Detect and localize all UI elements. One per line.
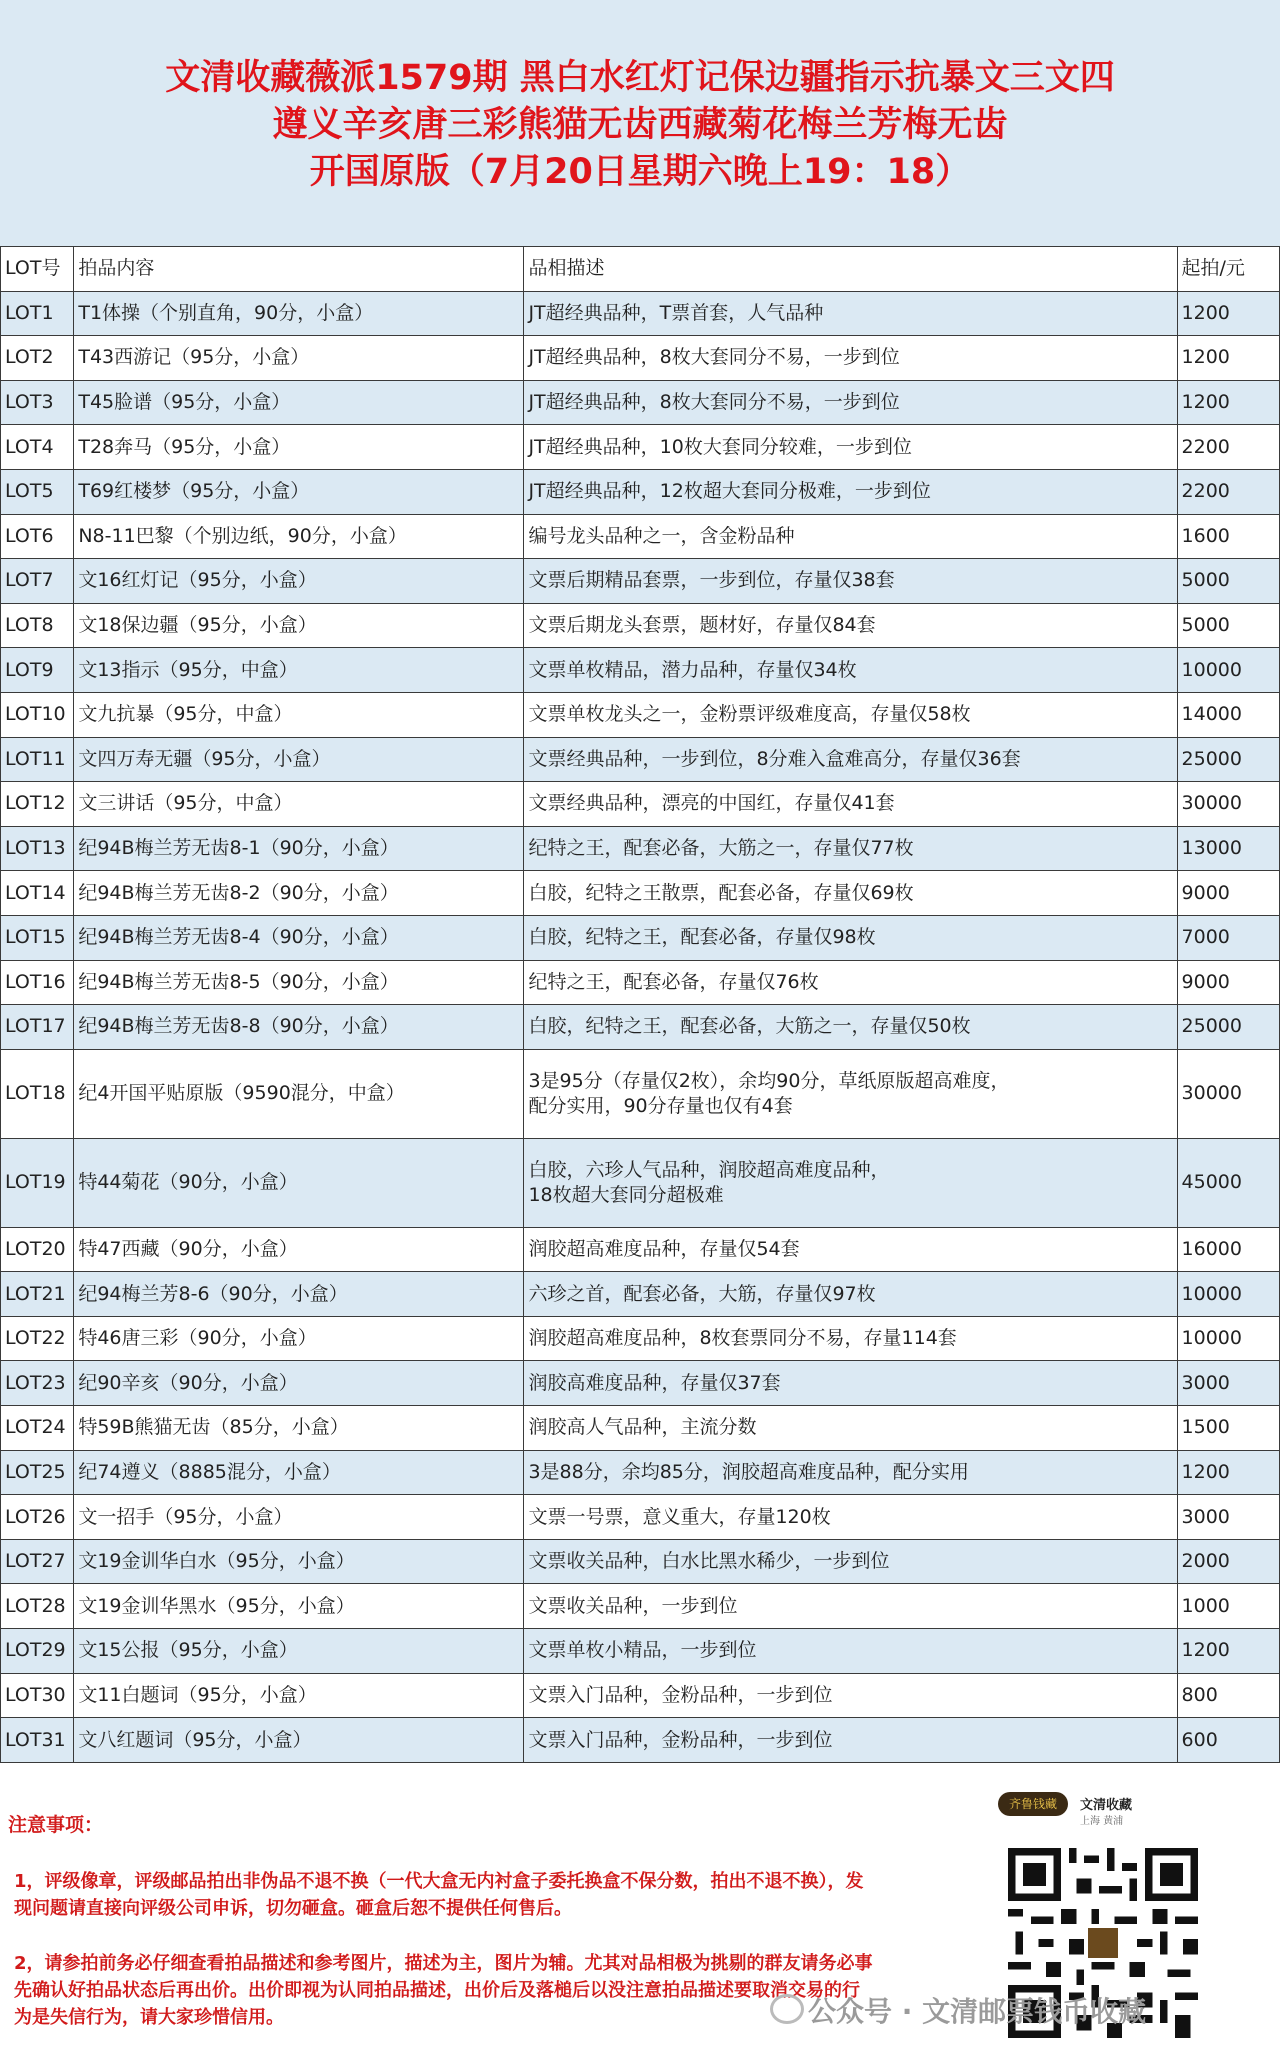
item-cell: 文19金训华黑水（95分，小盒） xyxy=(74,1584,524,1629)
description-cell: 文票入门品种，金粉品种，一步到位 xyxy=(524,1718,1177,1763)
lot-number-cell: LOT3 xyxy=(1,380,74,425)
table-row xyxy=(1,336,1280,381)
item-cell: 纪74遵义（8885混分，小盒） xyxy=(74,1450,524,1495)
item-cell: 文一招手（95分，小盒） xyxy=(74,1495,524,1540)
item-cell: 特59B熊猫无齿（85分，小盒） xyxy=(74,1406,524,1451)
lot-number-cell: LOT29 xyxy=(1,1629,74,1674)
start-price-cell: 7000 xyxy=(1177,915,1279,960)
lot-number-cell: LOT9 xyxy=(1,648,74,693)
lot-number-cell: LOT2 xyxy=(1,336,74,381)
item-cell: 纪94梅兰芳8-6（90分，小盒） xyxy=(74,1272,524,1317)
item-cell: N8-11巴黎（个别边纸，90分，小盒） xyxy=(74,514,524,559)
table-row xyxy=(1,1450,1280,1495)
brand-logo: 齐鲁钱藏 xyxy=(998,1792,1068,1816)
lot-number-cell: LOT1 xyxy=(1,291,74,336)
item-cell: 文四万寿无疆（95分，小盒） xyxy=(74,737,524,782)
start-price-cell: 9000 xyxy=(1177,960,1279,1005)
lot-number-cell: LOT24 xyxy=(1,1406,74,1451)
item-cell: T43西游记（95分，小盒） xyxy=(74,336,524,381)
start-price-cell: 600 xyxy=(1177,1718,1279,1763)
lot-number-cell: LOT8 xyxy=(1,603,74,648)
table-row xyxy=(1,648,1280,693)
title-line-2: 遵义辛亥唐三彩熊猫无齿西藏菊花梅兰芳梅无齿 xyxy=(272,105,1008,145)
table-row xyxy=(1,1272,1280,1317)
item-cell: 纪90辛亥（90分，小盒） xyxy=(74,1361,524,1406)
item-cell: 纪94B梅兰芳无齿8-2（90分，小盒） xyxy=(74,871,524,916)
description-line-2: 配分实用，90分存量也仅有4套 xyxy=(528,1094,793,1117)
table-row xyxy=(1,425,1280,470)
start-price-cell: 1500 xyxy=(1177,1406,1279,1451)
start-price-cell: 800 xyxy=(1177,1673,1279,1718)
lot-number-cell: LOT26 xyxy=(1,1495,74,1540)
description-cell: JT超经典品种，12枚超大套同分极难，一步到位 xyxy=(524,469,1177,514)
description-cell: 六珍之首，配套必备，大筋，存量仅97枚 xyxy=(524,1272,1177,1317)
table-row xyxy=(1,380,1280,425)
item-cell: 文19金训华白水（95分，小盒） xyxy=(74,1539,524,1584)
start-price-cell: 10000 xyxy=(1177,1316,1279,1361)
table-row xyxy=(1,1049,1280,1138)
table-row xyxy=(1,291,1280,336)
start-price-cell: 1200 xyxy=(1177,1629,1279,1674)
start-price-cell: 3000 xyxy=(1177,1361,1279,1406)
start-price-cell: 5000 xyxy=(1177,559,1279,604)
item-cell: 纪94B梅兰芳无齿8-1（90分，小盒） xyxy=(74,826,524,871)
table-row xyxy=(1,1539,1280,1584)
start-price-cell: 13000 xyxy=(1177,826,1279,871)
item-cell: 纪4开国平贴原版（9590混分，中盒） xyxy=(74,1049,524,1138)
lot-number-cell: LOT13 xyxy=(1,826,74,871)
lot-number-cell: LOT30 xyxy=(1,1673,74,1718)
description-cell: 文票后期精品套票，一步到位，存量仅38套 xyxy=(524,559,1177,604)
start-price-cell: 45000 xyxy=(1177,1138,1279,1227)
description-cell xyxy=(524,1049,1177,1138)
table-row xyxy=(1,737,1280,782)
item-cell: 纪94B梅兰芳无齿8-5（90分，小盒） xyxy=(74,960,524,1005)
description-cell: 润胶超高难度品种，存量仅54套 xyxy=(524,1227,1177,1272)
start-price-cell: 16000 xyxy=(1177,1227,1279,1272)
table-row xyxy=(1,603,1280,648)
table-row xyxy=(1,915,1280,960)
table-row xyxy=(1,692,1280,737)
item-cell: T28奔马（95分，小盒） xyxy=(74,425,524,470)
wechat-logo-icon xyxy=(770,1994,804,2024)
lot-number-cell: LOT20 xyxy=(1,1227,74,1272)
description-cell: 润胶超高难度品种，8枚套票同分不易，存量114套 xyxy=(524,1316,1177,1361)
start-price-cell: 10000 xyxy=(1177,648,1279,693)
table-row xyxy=(1,559,1280,604)
notes-title: 注意事项： xyxy=(8,1814,104,1836)
lot-number-cell: LOT27 xyxy=(1,1539,74,1584)
start-price-cell: 1200 xyxy=(1177,1450,1279,1495)
item-cell: T69红楼梦（95分，小盒） xyxy=(74,469,524,514)
lot-number-cell: LOT14 xyxy=(1,871,74,916)
table-row xyxy=(1,1227,1280,1272)
lot-number-cell: LOT5 xyxy=(1,469,74,514)
table-row xyxy=(1,514,1280,559)
description-cell: 文票经典品种，一步到位，8分难入盒难高分，存量仅36套 xyxy=(524,737,1177,782)
table-row xyxy=(1,960,1280,1005)
table-row xyxy=(1,1584,1280,1629)
start-price-cell: 14000 xyxy=(1177,692,1279,737)
start-price-cell: 9000 xyxy=(1177,871,1279,916)
table-row xyxy=(1,1629,1280,1674)
description-cell: 白胶，纪特之王散票，配套必备，存量仅69枚 xyxy=(524,871,1177,916)
item-cell: 文八红题词（95分，小盒） xyxy=(74,1718,524,1763)
description-cell: JT超经典品种，T票首套，人气品种 xyxy=(524,291,1177,336)
table-row xyxy=(1,826,1280,871)
lot-number-cell: LOT25 xyxy=(1,1450,74,1495)
column-header-item: 拍品内容 xyxy=(74,247,524,292)
column-header-price: 起拍/元 xyxy=(1177,247,1279,292)
item-cell: 文18保边疆（95分，小盒） xyxy=(74,603,524,648)
item-cell: 特46唐三彩（90分，小盒） xyxy=(74,1316,524,1361)
table-row xyxy=(1,1361,1280,1406)
description-cell: 润胶高人气品种，主流分数 xyxy=(524,1406,1177,1451)
description-line-2: 18枚超大套同分超极难 xyxy=(528,1183,724,1206)
description-cell: 白胶，纪特之王，配套必备，大筋之一，存量仅50枚 xyxy=(524,1005,1177,1050)
note-paragraph-1: 1，评级像章，评级邮品拍出非伪品不退不换（一代大盒无内衬盒子委托换盒不保分数，拍出不退不换），发现问题请直接向评级公司申诉，切勿砸盒。砸盒后恕不提供任何售后。 xyxy=(14,1871,864,1919)
lot-number-cell: LOT10 xyxy=(1,692,74,737)
item-cell: 特44菊花（90分，小盒） xyxy=(74,1138,524,1227)
start-price-cell: 2200 xyxy=(1177,425,1279,470)
description-cell: 文票入门品种，金粉品种，一步到位 xyxy=(524,1673,1177,1718)
start-price-cell: 2000 xyxy=(1177,1539,1279,1584)
item-cell: 文三讲话（95分，中盒） xyxy=(74,782,524,827)
description-cell: 3是88分，余均85分，润胶超高难度品种，配分实用 xyxy=(524,1450,1177,1495)
description-cell: 纪特之王，配套必备，存量仅76枚 xyxy=(524,960,1177,1005)
title-line-1: 文清收藏薇派1579期 黑白水红灯记保边疆指示抗暴文三文四 xyxy=(165,58,1115,98)
item-cell: 文九抗暴（95分，中盒） xyxy=(74,692,524,737)
description-cell: 文票单枚龙头之一，金粉票评级难度高，存量仅58枚 xyxy=(524,692,1177,737)
lot-number-cell: LOT6 xyxy=(1,514,74,559)
table-row xyxy=(1,1138,1280,1227)
lot-number-cell: LOT4 xyxy=(1,425,74,470)
item-cell: 特47西藏（90分，小盒） xyxy=(74,1227,524,1272)
lot-number-cell: LOT31 xyxy=(1,1718,74,1763)
start-price-cell: 1200 xyxy=(1177,336,1279,381)
notes-section xyxy=(0,1768,1280,2057)
start-price-cell: 2200 xyxy=(1177,469,1279,514)
description-cell: 文票单枚精品，潜力品种，存量仅34枚 xyxy=(524,648,1177,693)
start-price-cell: 10000 xyxy=(1177,1272,1279,1317)
table-row xyxy=(1,1005,1280,1050)
start-price-cell: 1200 xyxy=(1177,291,1279,336)
item-cell: 文16红灯记（95分，小盒） xyxy=(74,559,524,604)
start-price-cell: 5000 xyxy=(1177,603,1279,648)
lot-number-cell: LOT21 xyxy=(1,1272,74,1317)
start-price-cell: 25000 xyxy=(1177,737,1279,782)
description-cell: 文票经典品种，漂亮的中国红，存量仅41套 xyxy=(524,782,1177,827)
column-header-lot: LOT号 xyxy=(1,247,74,292)
auction-table xyxy=(0,246,1280,1763)
description-cell: 文票收关品种，一步到位 xyxy=(524,1584,1177,1629)
table-row xyxy=(1,469,1280,514)
description-cell: 文票一号票，意义重大，存量120枚 xyxy=(524,1495,1177,1540)
watermark: 公众号 · 文清邮票钱币收藏 xyxy=(808,1995,1147,2028)
item-cell: 文11白题词（95分，小盒） xyxy=(74,1673,524,1718)
description-line-1: 白胶，六珍人气品种，润胶超高难度品种， xyxy=(528,1158,890,1181)
item-cell: T45脸谱（95分，小盒） xyxy=(74,380,524,425)
lot-number-cell: LOT15 xyxy=(1,915,74,960)
item-cell: 文15公报（95分，小盒） xyxy=(74,1629,524,1674)
description-cell: 润胶高难度品种，存量仅37套 xyxy=(524,1361,1177,1406)
item-cell: T1体操（个别直角，90分，小盒） xyxy=(74,291,524,336)
qr-account-location: 上海 黄浦 xyxy=(1080,1816,1124,1827)
description-cell: 编号龙头品种之一，含金粉品种 xyxy=(524,514,1177,559)
description-cell: JT超经典品种，8枚大套同分不易，一步到位 xyxy=(524,380,1177,425)
qr-account-name: 文清收藏 xyxy=(1080,1798,1133,1813)
description-cell: 纪特之王，配套必备，大筋之一，存量仅77枚 xyxy=(524,826,1177,871)
lot-number-cell: LOT28 xyxy=(1,1584,74,1629)
note-paragraph-2: 2，请参拍前务必仔细查看拍品描述和参考图片，描述为主，图片为辅。尤其对品相极为挑剔的群友请务必事先确认好拍品状态后再出价。出价即视为认同拍品描述，出价后及落槌后以没注意拍品描述要取消交易的行为是失信行为，请大家珍惜信用。 xyxy=(14,1953,873,2028)
description-cell: 文票单枚小精品，一步到位 xyxy=(524,1629,1177,1674)
start-price-cell: 30000 xyxy=(1177,1049,1279,1138)
item-cell: 纪94B梅兰芳无齿8-4（90分，小盒） xyxy=(74,915,524,960)
start-price-cell: 30000 xyxy=(1177,782,1279,827)
lot-number-cell: LOT23 xyxy=(1,1361,74,1406)
item-cell: 纪94B梅兰芳无齿8-8（90分，小盒） xyxy=(74,1005,524,1050)
description-line-1: 3是95分（存量仅2枚），余均90分，草纸原版超高难度， xyxy=(528,1069,1010,1092)
description-cell: 文票收关品种，白水比黑水稀少，一步到位 xyxy=(524,1539,1177,1584)
table-row xyxy=(1,1718,1280,1763)
lot-number-cell: LOT11 xyxy=(1,737,74,782)
table-row xyxy=(1,1495,1280,1540)
item-cell: 文13指示（95分，中盒） xyxy=(74,648,524,693)
table-row xyxy=(1,1406,1280,1451)
header-banner xyxy=(0,0,1280,246)
description-cell: 文票后期龙头套票，题材好，存量仅84套 xyxy=(524,603,1177,648)
description-cell: JT超经典品种，8枚大套同分不易，一步到位 xyxy=(524,336,1177,381)
lot-number-cell: LOT19 xyxy=(1,1138,74,1227)
lot-number-cell: LOT12 xyxy=(1,782,74,827)
lot-number-cell: LOT18 xyxy=(1,1049,74,1138)
table-row xyxy=(1,871,1280,916)
table-row xyxy=(1,1316,1280,1361)
start-price-cell: 25000 xyxy=(1177,1005,1279,1050)
column-header-description: 品相描述 xyxy=(524,247,1177,292)
description-cell: JT超经典品种，10枚大套同分较难，一步到位 xyxy=(524,425,1177,470)
table-header-row xyxy=(1,247,1280,292)
lot-number-cell: LOT7 xyxy=(1,559,74,604)
title-line-3: 开国原版（7月20日星期六晚上19：18） xyxy=(309,152,971,192)
description-cell: 白胶，纪特之王，配套必备，存量仅98枚 xyxy=(524,915,1177,960)
start-price-cell: 1200 xyxy=(1177,380,1279,425)
table-row xyxy=(1,782,1280,827)
start-price-cell: 3000 xyxy=(1177,1495,1279,1540)
start-price-cell: 1600 xyxy=(1177,514,1279,559)
table-row xyxy=(1,1673,1280,1718)
description-cell xyxy=(524,1138,1177,1227)
lot-number-cell: LOT22 xyxy=(1,1316,74,1361)
lot-number-cell: LOT17 xyxy=(1,1005,74,1050)
lot-number-cell: LOT16 xyxy=(1,960,74,1005)
start-price-cell: 1000 xyxy=(1177,1584,1279,1629)
